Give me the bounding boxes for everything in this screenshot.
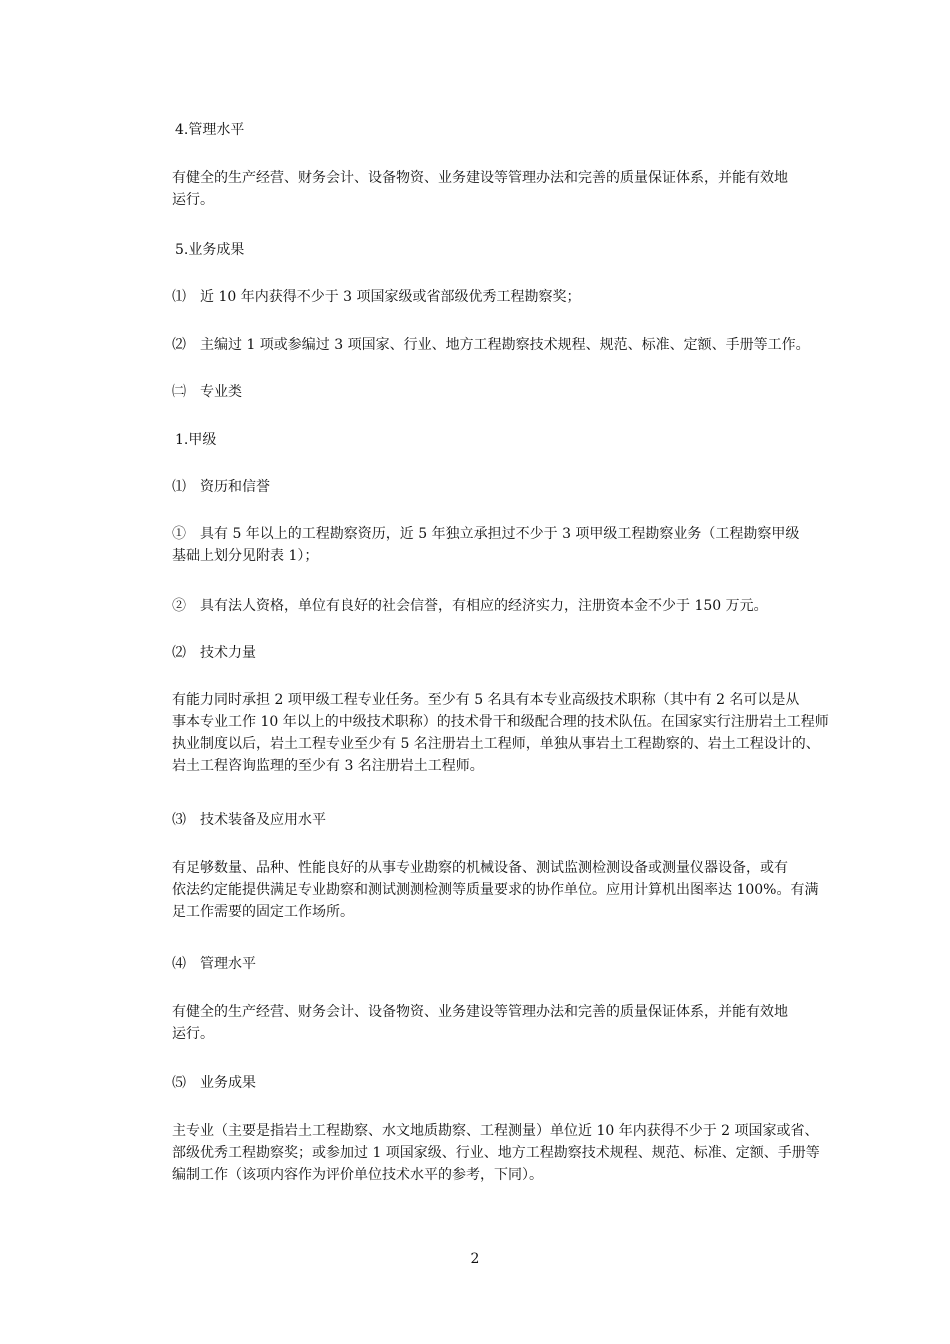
- text-line: ⑷ 管理水平: [172, 956, 256, 972]
- paragraph-management-desc: [172, 167, 808, 211]
- text-line: 部级优秀工程勘察奖；或参加过 1 项国家级、行业、地方工程勘察技术规程、规范、标准、定额、手册等: [172, 1145, 820, 1161]
- text-line: 1.甲级: [175, 432, 217, 448]
- text-line: 5.业务成果: [175, 242, 245, 258]
- heading-business-results: [175, 239, 811, 261]
- subheading-technical-strength: [172, 642, 808, 664]
- text-line: ⑵ 技术力量: [172, 645, 256, 661]
- subheading-equipment: [172, 809, 808, 831]
- text-line: 编制工作（该项内容作为评价单位技术水平的参考，下同）。: [172, 1167, 543, 1183]
- text-line: ⑴ 资历和信誉: [172, 479, 270, 495]
- text-line: ⑵ 主编过 1 项或参编过 3 项国家、行业、地方工程勘察技术规程、规范、标准、定额、手册等工作。: [172, 337, 810, 353]
- section-heading-specialty: [172, 381, 808, 403]
- text-line: 足工作需要的固定工作场所。: [172, 904, 354, 920]
- list-item-qualification-1: [172, 523, 808, 567]
- text-line: ⑸ 业务成果: [172, 1075, 256, 1091]
- text-line: 依法约定能提供满足专业勘察和测试测测检测等质量要求的协作单位。应用计算机出图率达 100%。有满: [172, 882, 819, 898]
- paragraph-equipment: [172, 857, 819, 923]
- subheading-management: [172, 953, 808, 975]
- text-line: 事本专业工作 10 年以上的中级技术职称）的技术骨干和级配合理的技术队伍。在国家实行注册岩土工程师: [172, 714, 829, 730]
- text-line: 基础上划分见附表 1）；: [172, 548, 319, 564]
- text-line: 岩土工程咨询监理的至少有 3 名注册岩土工程师。: [172, 758, 484, 774]
- list-item-qualification-2: [172, 595, 808, 617]
- text-line: 有健全的生产经营、财务会计、设备物资、业务建设等管理办法和完善的质量保证体系，并能有效地: [172, 170, 788, 186]
- heading-grade-a: [175, 429, 811, 451]
- text-line: 有足够数量、品种、性能良好的从事专业勘察的机械设备、测试监测检测设备或测量仪器设备，或有: [172, 860, 788, 876]
- text-line: ⑴ 近 10 年内获得不少于 3 项国家级或省部级优秀工程勘察奖；: [172, 289, 581, 305]
- subheading-business-results: [172, 1072, 808, 1094]
- paragraph-management: [172, 1001, 808, 1045]
- subheading-qualifications: [172, 476, 808, 498]
- heading-management-level: [175, 119, 811, 141]
- text-line: 有能力同时承担 2 项甲级工程专业任务。至少有 5 名具有本专业高级技术职称（其中有 2 名可以是从: [172, 692, 800, 708]
- text-line: ㈡ 专业类: [172, 384, 242, 400]
- paragraph-technical-strength: [172, 689, 829, 777]
- text-line: ② 具有法人资格，单位有良好的社会信誉，有相应的经济实力，注册资本金不少于 150 万元。: [172, 598, 768, 614]
- list-item-awards: [172, 286, 808, 308]
- page-number: 2: [470, 1251, 480, 1267]
- text-line: ① 具有 5 年以上的工程勘察资历，近 5 年独立承担过不少于 3 项甲级工程勘察业务（工程勘察甲级: [172, 526, 800, 542]
- text-line: 4.管理水平: [175, 122, 245, 138]
- list-item-standards: [172, 334, 808, 356]
- text-line: 运行。: [172, 192, 214, 208]
- text-line: ⑶ 技术装备及应用水平: [172, 812, 326, 828]
- text-line: 主专业（主要是指岩土工程勘察、水文地质勘察、工程测量）单位近 10 年内获得不少于 2 项国家或省、: [172, 1123, 819, 1139]
- text-line: 运行。: [172, 1026, 214, 1042]
- paragraph-business-results: [172, 1120, 820, 1186]
- text-line: 有健全的生产经营、财务会计、设备物资、业务建设等管理办法和完善的质量保证体系，并能有效地: [172, 1004, 788, 1020]
- text-line: 执业制度以后，岩土工程专业至少有 5 名注册岩土工程师，单独从事岩土工程勘察的、岩土工程设计的、: [172, 736, 820, 752]
